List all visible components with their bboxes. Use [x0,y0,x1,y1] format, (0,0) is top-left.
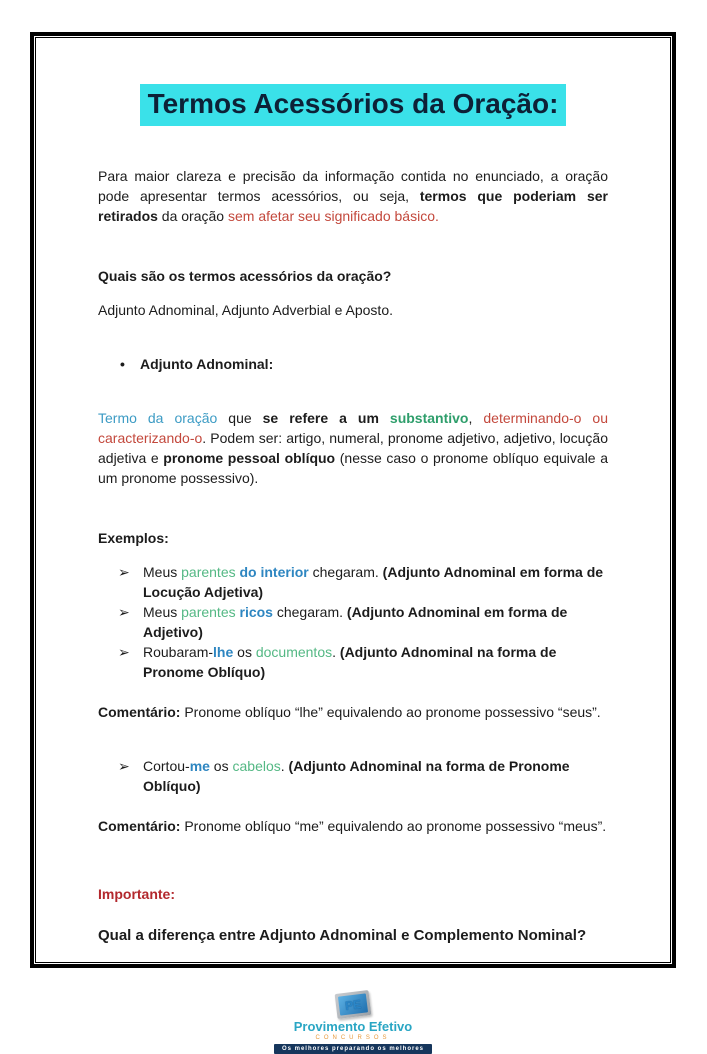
comment-label: Comentário: [98,704,181,720]
example-text: chegaram. [308,564,383,580]
intro-paragraph [98,166,608,226]
logo-brand-name: Provimento Efetivo [293,1019,413,1034]
example-item-3 [98,642,608,682]
definition-paragraph [98,408,608,488]
example-blue-text: lhe [213,644,234,660]
examples-list [98,562,608,682]
example-text: Roubaram- [143,644,214,660]
example-text: chegaram. [272,604,347,620]
bullet-adjunto-adnominal [98,354,608,374]
example-bold-text: (Adjunto Adnominal em forma de Locução Adjetiva) [143,564,604,600]
exemplos-heading: Exemplos: [98,530,169,546]
intro-text: Para maior clareza e precisão da informação contida no enunciado, a oração pode apresentar termos acessórios, ou seja, [98,168,608,204]
example-text: os [233,644,256,660]
example-text: Meus [143,604,182,620]
definition-green-text: substantivo [389,410,469,426]
comment-text: Pronome oblíquo “me” equivalendo ao pronome possessivo “meus”. [180,818,607,834]
bullet-label: Adjunto Adnominal: [140,356,274,372]
title-container [98,84,608,126]
definition-teal-text: Termo da oração [98,410,218,426]
question-answer: Adjunto Adnominal, Adjunto Adverbial e Aposto. [98,302,393,318]
page-border-inner [35,37,671,1052]
example-item-4 [98,756,608,796]
intro-bold-text: termos que poderiam ser retirados [98,188,608,224]
example-text: . [280,758,289,774]
definition-bold-text-2: pronome pessoal oblíquo [163,450,336,466]
arrow-bullet-icon: ➢ [118,758,130,774]
example-blue-text: ricos [239,604,273,620]
example-green-text: documentos [255,644,333,660]
intro-text-2: da oração [157,208,228,224]
footer-logo [98,992,608,1054]
example-text: Cortou- [143,758,190,774]
example-text: os [209,758,233,774]
example-bold-text: (Adjunto Adnominal na forma de Pronome Oblíquo) [143,758,570,794]
logo-tagline: Os melhores preparando os melhores [274,1044,432,1054]
example-text: Meus [143,564,182,580]
arrow-bullet-icon: ➢ [118,564,130,580]
arrow-bullet-icon: ➢ [118,604,130,620]
comment-2 [98,816,608,836]
example-bold-text: (Adjunto Adnominal na forma de Pronome Oblíquo) [143,644,557,680]
definition-text-2: . Podem ser: artigo, numeral, pronome adjetivo, adjetivo, locução adjetiva e [98,430,608,466]
question-heading: Quais são os termos acessórios da oração? [98,268,392,284]
example-green-text: cabelos [232,758,281,774]
logo-cube-icon [335,990,372,1019]
final-question: Qual a diferença entre Adjunto Adnominal e Complemento Nominal? [98,927,587,944]
example-green-text: parentes [181,604,236,620]
definition-comma: , [468,410,484,426]
bullet-dot: • [120,356,125,372]
intro-red-text: sem afetar seu significado básico. [227,208,439,224]
importante-heading: Importante: [98,886,175,902]
example-item-2 [98,602,608,642]
example-item-1 [98,562,608,602]
definition-text-3: (nesse caso o pronome oblíquo equivale a um pronome possessivo). [98,450,608,486]
logo-subtitle: CONCURSOS [315,1035,391,1041]
document-content [36,38,670,1052]
example-bold-text: (Adjunto Adnominal em forma de Adjetivo) [143,604,568,640]
example-blue-text: do interior [239,564,309,580]
logo-cube-initials: PE [338,993,368,1015]
definition-red-text: determinando-o ou caracterizando-o [98,410,609,446]
arrow-bullet-icon: ➢ [118,644,130,660]
definition-bold-text: se refere a um [262,410,390,426]
example-green-text: parentes [181,564,236,580]
page-title: Termos Acessórios da Oração: [140,84,567,126]
example-blue-text: me [189,758,210,774]
definition-text: que [217,410,263,426]
page-border [30,32,676,1052]
example-text: . [332,644,340,660]
comment-text: Pronome oblíquo “lhe” equivalendo ao pronome possessivo “seus”. [180,704,601,720]
comment-1 [98,702,608,722]
comment-label: Comentário: [98,818,181,834]
